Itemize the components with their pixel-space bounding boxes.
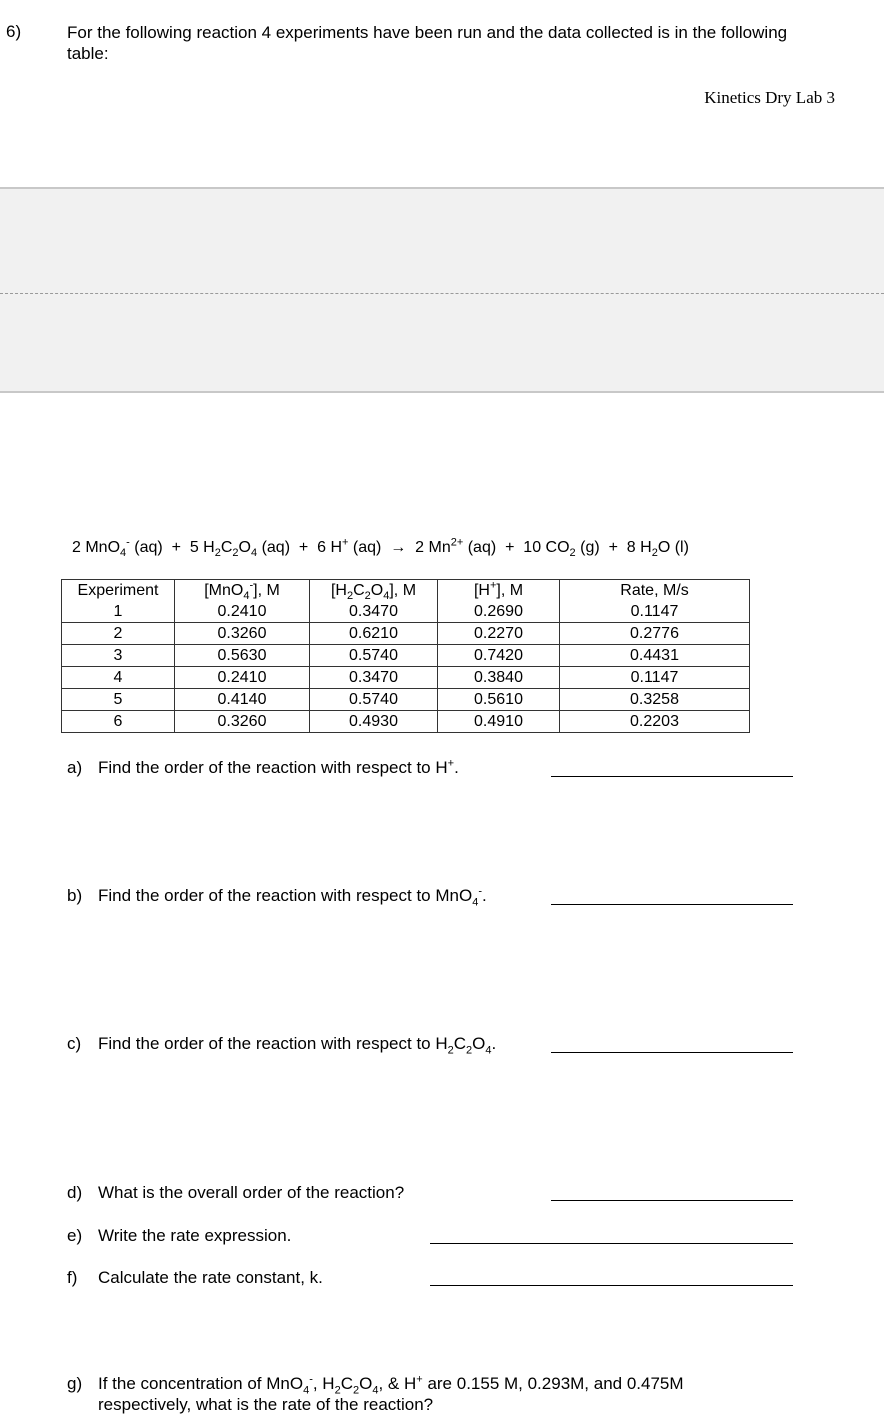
cell-h2c2o4: 0.4930: [310, 711, 438, 733]
table-header-row: [62, 580, 750, 602]
header-h: [H+], M: [438, 580, 560, 602]
cell-experiment: 2: [62, 623, 175, 645]
table-row: [62, 689, 750, 711]
question-b-label: b): [67, 886, 83, 905]
question-e-label: e): [67, 1226, 83, 1245]
question-a-label: a): [67, 758, 83, 777]
question-d: d) What is the overall order of the reaction?: [67, 1183, 405, 1202]
question-g-label: g): [67, 1374, 83, 1393]
cell-h2c2o4: 0.3470: [310, 601, 438, 623]
table-row: [62, 667, 750, 689]
page-break-gap: [0, 187, 884, 393]
question-g-line2: respectively, what is the rate of the reaction?: [98, 1395, 434, 1414]
header-h2c2o4: $[H_2C_2O_4]$, M: [310, 580, 438, 602]
question-d-label: d): [67, 1183, 83, 1202]
answer-line-a[interactable]: [551, 776, 793, 777]
page-break-line: [0, 293, 884, 294]
cell-rate: 0.3258: [560, 689, 750, 711]
cell-experiment: 4: [62, 667, 175, 689]
cell-experiment: 1: [62, 601, 175, 623]
answer-line-f[interactable]: [430, 1285, 793, 1286]
cell-h2c2o4: 0.6210: [310, 623, 438, 645]
table-row: [62, 711, 750, 733]
cell-h: 0.3840: [438, 667, 560, 689]
cell-h: 0.7420: [438, 645, 560, 667]
answer-line-d[interactable]: [551, 1200, 793, 1201]
question-g: g) If the concentration of MnO$_4$-, $H_2C_2O_4$, & H+ are 0.155 M, 0.293M, and 0.475M respectively, what is the rate of the reaction?: [67, 1373, 847, 1415]
question-e: e) Write the rate expression.: [67, 1226, 292, 1245]
cell-mno4: 0.3260: [175, 711, 310, 733]
cell-h: 0.5610: [438, 689, 560, 711]
cell-rate: 0.4431: [560, 645, 750, 667]
reaction-equation: 2 MnO$_4$- (aq) + 5 $H_2C_2O_4$ (aq) + 6 H+ (aq) → 2 $Mn^{2+}$ (aq) + 10 $CO_2$ (g) + 8 $H_2O$ (l): [72, 536, 689, 560]
question-number: 6): [6, 22, 22, 41]
question-c-label: c): [67, 1034, 82, 1053]
cell-mno4: 0.4140: [175, 689, 310, 711]
cell-rate: 0.2203: [560, 711, 750, 733]
question-a: a) Find the order of the reaction with respect to H+.: [67, 757, 459, 777]
question-c: c) Find the order of the reaction with respect to $H_2C_2O_4$.: [67, 1034, 497, 1057]
cell-mno4: 0.2410: [175, 667, 310, 689]
question-f: f) Calculate the rate constant, k.: [67, 1268, 323, 1287]
question-f-label: f): [67, 1268, 78, 1287]
answer-line-c[interactable]: [551, 1052, 793, 1053]
cell-mno4: 0.2410: [175, 601, 310, 623]
cell-mno4: 0.5630: [175, 645, 310, 667]
table-row: [62, 645, 750, 667]
cell-h2c2o4: 0.5740: [310, 645, 438, 667]
cell-rate: 0.1147: [560, 601, 750, 623]
cell-h2c2o4: 0.5740: [310, 689, 438, 711]
answer-line-e[interactable]: [430, 1243, 793, 1244]
cell-h2c2o4: 0.3470: [310, 667, 438, 689]
header-experiment: Experiment: [62, 580, 175, 602]
header-rate: Rate, M/s: [560, 580, 750, 602]
cell-rate: 0.2776: [560, 623, 750, 645]
cell-rate: 0.1147: [560, 667, 750, 689]
cell-h: 0.2270: [438, 623, 560, 645]
question-b: b) Find the order of the reaction with respect to MnO$_4$-.: [67, 885, 487, 909]
cell-h: 0.2690: [438, 601, 560, 623]
cell-experiment: 5: [62, 689, 175, 711]
experiment-data-table: [61, 579, 750, 733]
table-row: [62, 623, 750, 645]
question-intro: For the following reaction 4 experiments have been run and the data collected is in the following table:: [67, 23, 788, 63]
cell-experiment: 6: [62, 711, 175, 733]
table-row: [62, 601, 750, 623]
cell-experiment: 3: [62, 645, 175, 667]
header-mno4: [MnO$_4$-], M: [175, 580, 310, 602]
cell-mno4: 0.3260: [175, 623, 310, 645]
page-header: Kinetics Dry Lab 3: [704, 88, 835, 107]
answer-line-b[interactable]: [551, 904, 793, 905]
cell-h: 0.4910: [438, 711, 560, 733]
